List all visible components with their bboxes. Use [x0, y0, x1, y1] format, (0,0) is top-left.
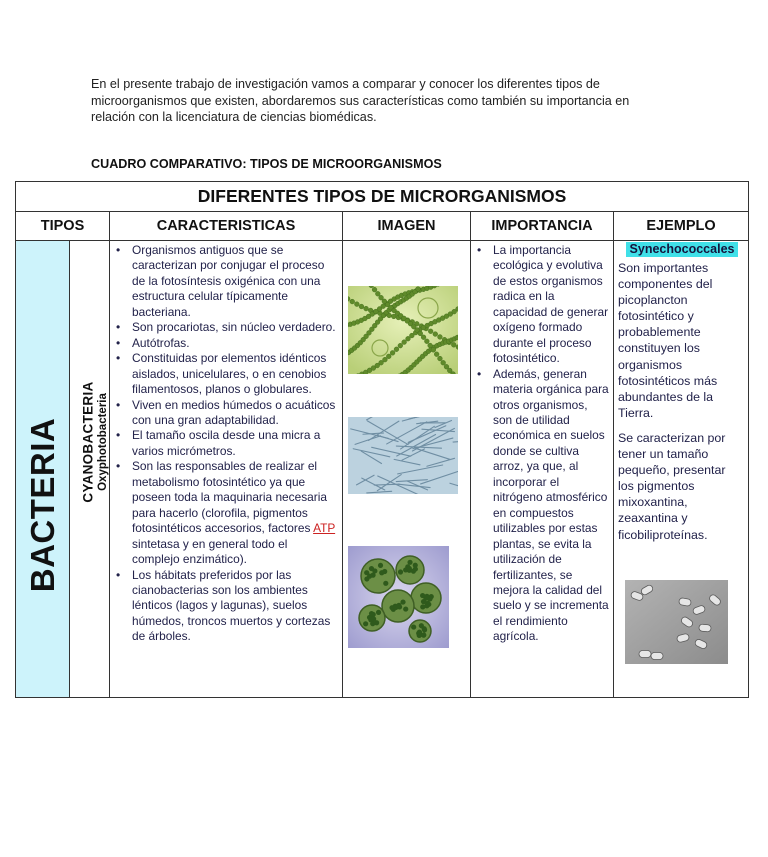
- cell-bead: [433, 332, 438, 337]
- cell-bead: [372, 287, 377, 292]
- header-importancia: IMPORTANCIA: [471, 212, 614, 241]
- colony: [359, 605, 385, 631]
- cell-bead: [406, 336, 411, 341]
- cell-bead: [431, 347, 436, 352]
- example-paragraph: Son importantes componentes del picoplancton fotosintético y probablemente constituyen los organismos fotosintéticos más abundantes de la Tierra.: [618, 261, 718, 420]
- colony-cell: [421, 632, 426, 637]
- colony-cell: [383, 581, 388, 586]
- cell-bead: [438, 335, 443, 340]
- colony: [411, 583, 441, 613]
- example-paragraph: Se caracterizan por tener un tamaño pequeño, presentar los pigmentos mixoxantina, zeaxantina y ficobiliproteínas.: [618, 430, 726, 542]
- colony-cell: [370, 621, 375, 626]
- list-item: • Organismos antiguos que se caracterizan por conjugar el proceso de la fotosíntesis oxigénica con una estructura celular típicamente bacteriana.: [110, 243, 338, 320]
- image-cell: [343, 241, 471, 698]
- group-cell: [70, 241, 110, 698]
- cell-bead: [383, 357, 388, 362]
- colony-cell: [378, 563, 383, 568]
- colony-cell: [364, 570, 369, 575]
- subgroup-label: Oxyphotobacteria: [97, 392, 109, 491]
- colony-cell: [413, 563, 418, 568]
- cell-bead: [350, 299, 355, 304]
- needle-cyanobacteria-image: [348, 417, 458, 494]
- list-item: • Además, generan materia orgánica para otros organismos, son de utilidad económica en suelos donde se cultiva arroz, ya que, al incorporar el nitrógeno atmosférico en compuestos utilizables por estas plantas, se evita la utilización de fertilizantes, se mejora la calidad del suelo y se incrementa el rendimiento agrícola.: [471, 367, 609, 645]
- colony-body: [361, 559, 395, 593]
- list-item: • El tamaño oscila desde una micra a varios micrómetros.: [110, 428, 338, 459]
- characteristics-list: [110, 243, 342, 645]
- header-ejemplo: EJEMPLO: [614, 212, 749, 241]
- colony-cell: [395, 604, 400, 609]
- colony-cell: [371, 616, 376, 621]
- colony-cell: [416, 631, 421, 636]
- colony: [409, 620, 431, 642]
- example-name: Synechococcales: [626, 242, 738, 257]
- cell-bead: [421, 335, 426, 340]
- colony-cell: [420, 604, 425, 609]
- header-tipos: TIPOS: [16, 212, 110, 241]
- cell-bead: [386, 354, 391, 359]
- intro-paragraph: En el presente trabajo de investigación vamos a comparar y conocer los diferentes tipos de microorganismos que existen, abordaremos sus características como también su importancia en relación con la licenciatura de ciencias biomédicas.: [91, 77, 630, 124]
- atp-link[interactable]: ATP: [313, 521, 336, 536]
- list-item: [110, 459, 338, 567]
- cell-bead: [444, 364, 449, 369]
- list-item: • Son procariotas, sin núcleo verdadero.: [110, 320, 338, 335]
- colony-cell: [422, 627, 427, 632]
- rod-cell: [639, 651, 651, 658]
- list-item: • Autótrofas.: [110, 336, 338, 351]
- header-imagen: IMAGEN: [343, 212, 471, 241]
- kingdom-label: BACTERIA: [23, 418, 61, 593]
- colony-cell: [403, 606, 408, 611]
- cell-bead: [418, 331, 423, 336]
- list-item-text: sintetasa y en general todo el complejo enzimático).: [132, 536, 288, 567]
- cell-bead: [428, 329, 433, 334]
- colony-cell: [424, 594, 429, 599]
- cell-bead: [428, 343, 433, 348]
- colony-cell: [400, 599, 405, 604]
- colony-cell: [411, 624, 416, 629]
- colony-cell: [398, 569, 403, 574]
- colony: [361, 559, 395, 593]
- cell-bead: [375, 291, 380, 296]
- cell-bead: [441, 360, 446, 365]
- colonial-cyanobacteria-image: [348, 546, 449, 648]
- cell-bead: [359, 304, 364, 309]
- colony-cell: [407, 560, 412, 565]
- kingdom-cell: [16, 241, 70, 698]
- cell-bead: [424, 339, 429, 344]
- cell-bead: [402, 340, 407, 345]
- group-label: CYANOBACTERIA: [80, 381, 96, 503]
- colony-cell: [407, 566, 412, 571]
- cell-bead: [434, 352, 439, 357]
- rod-cell: [651, 653, 663, 660]
- colony-cell: [379, 570, 384, 575]
- header-caracteristicas: CARACTERISTICAS: [110, 212, 343, 241]
- cell-bead: [438, 356, 443, 361]
- cell-bead: [394, 347, 399, 352]
- filamentous-cyanobacteria-image: [348, 286, 458, 374]
- rod-cell: [699, 624, 712, 632]
- importance-list: [471, 243, 613, 645]
- cell-bead: [416, 287, 421, 292]
- colony-cell: [419, 623, 424, 628]
- cell-bead: [451, 342, 456, 347]
- list-item: • Viven en medios húmedos o acuáticos con una gran adaptabilidad.: [110, 398, 338, 429]
- table-title: DIFERENTES TIPOS DE MICRORGANISMOS: [16, 182, 749, 212]
- colony-cell: [371, 612, 376, 617]
- colony-cell: [421, 599, 426, 604]
- importance-cell: [471, 241, 614, 698]
- list-item: • La importancia ecológica y evolutiva de estos organismos radica en la capacidad de generar oxígeno formado durante el proceso fotosintético.: [471, 243, 609, 367]
- colony-cell: [363, 621, 368, 626]
- cell-bead: [364, 306, 369, 311]
- synechococcus-image: [625, 580, 728, 664]
- cell-bead: [354, 302, 359, 307]
- list-item: • Constituidas por elementos idénticos aislados, unicelulares, o en cenobios filamentosos, planos o globulares.: [110, 351, 338, 397]
- colony: [382, 590, 414, 622]
- cell-bead: [390, 350, 395, 355]
- list-item: • Los hábitats preferidos por las cianobacterias son los ambientes lénticos (lagos y lagunas), suelos húmedos, troncos muertos y cortezas de árboles.: [110, 568, 338, 645]
- colony: [396, 556, 424, 584]
- cell-bead: [398, 343, 403, 348]
- colony-cell: [369, 566, 374, 571]
- colony-cell: [376, 610, 381, 615]
- table-caption: CUADRO COMPARATIVO: TIPOS DE MICROORGANISMOS: [91, 157, 442, 171]
- list-item-text: Son las responsables de realizar el metabolismo fotosintético ya que poseen toda la maquinaria necesaria para hacerlo (clorofila, pigmentos fotosintéticos accesorios, factores: [132, 459, 328, 536]
- characteristics-cell: [110, 241, 343, 698]
